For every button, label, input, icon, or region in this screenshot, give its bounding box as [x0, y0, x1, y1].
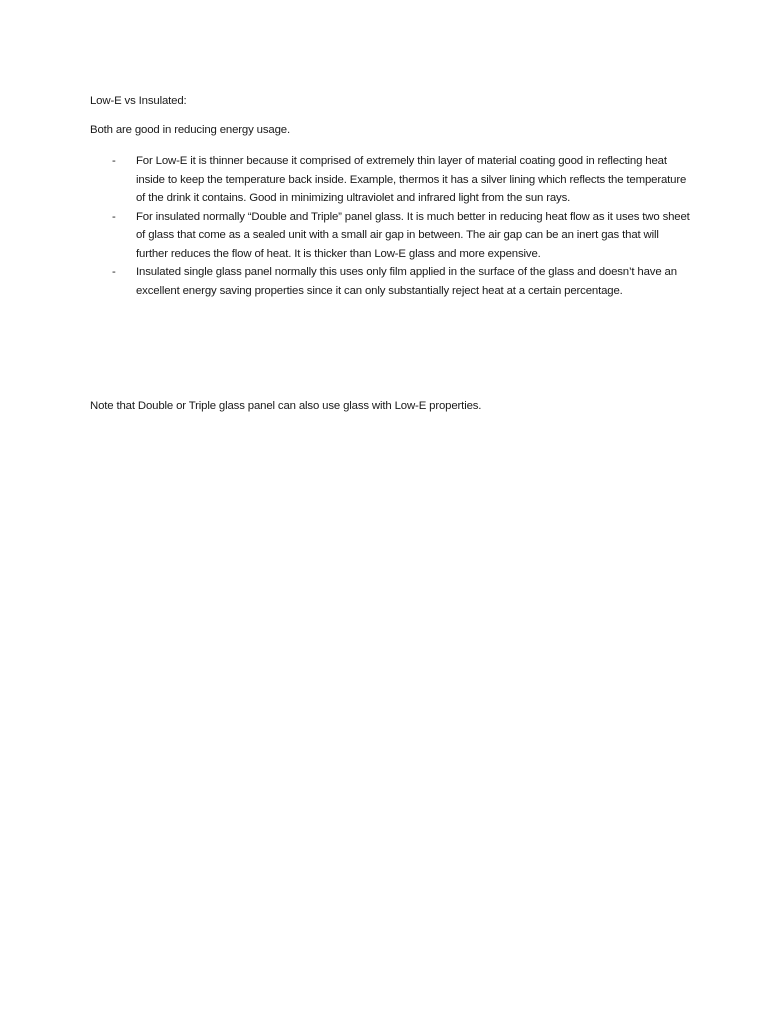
bullet-text: Insulated single glass panel normally this uses only film applied in the surface of the glass and doesn’t have an excellent energy saving properties since it can only substantially reject heat at a certain percentage. [136, 266, 677, 297]
bullet-list [90, 152, 690, 300]
bullet-text: For insulated normally “Double and Triple” panel glass. It is much better in reducing heat flow as it uses two sheet of glass that come as a sealed unit with a small air gap in between. The air gap can be an inert gas that will further reduces the flow of heat. It is thicker than Low-E glass and more expensive. [136, 210, 690, 260]
bullet-marker: - [112, 266, 116, 278]
bullet-marker: - [112, 155, 116, 167]
note-paragraph: Note that Double or Triple glass panel can also use glass with Low-E properties. [90, 400, 482, 412]
bullet-item-insulated [90, 208, 690, 264]
bullet-text: For Low-E it is thinner because it comprised of extremely thin layer of material coating good in reflecting heat inside to keep the temperature back inside. Example, thermos it has a silver lining which reflects the temperature of the drink it contains. Good in minimizing ultraviolet and infrared light from the sun rays. [136, 155, 687, 204]
bullet-item-single-panel [90, 263, 690, 300]
document-heading: Low-E vs Insulated: [90, 95, 187, 107]
bullet-marker: - [112, 210, 116, 223]
bullet-item-low-e [90, 152, 690, 208]
intro-paragraph: Both are good in reducing energy usage. [90, 124, 290, 136]
